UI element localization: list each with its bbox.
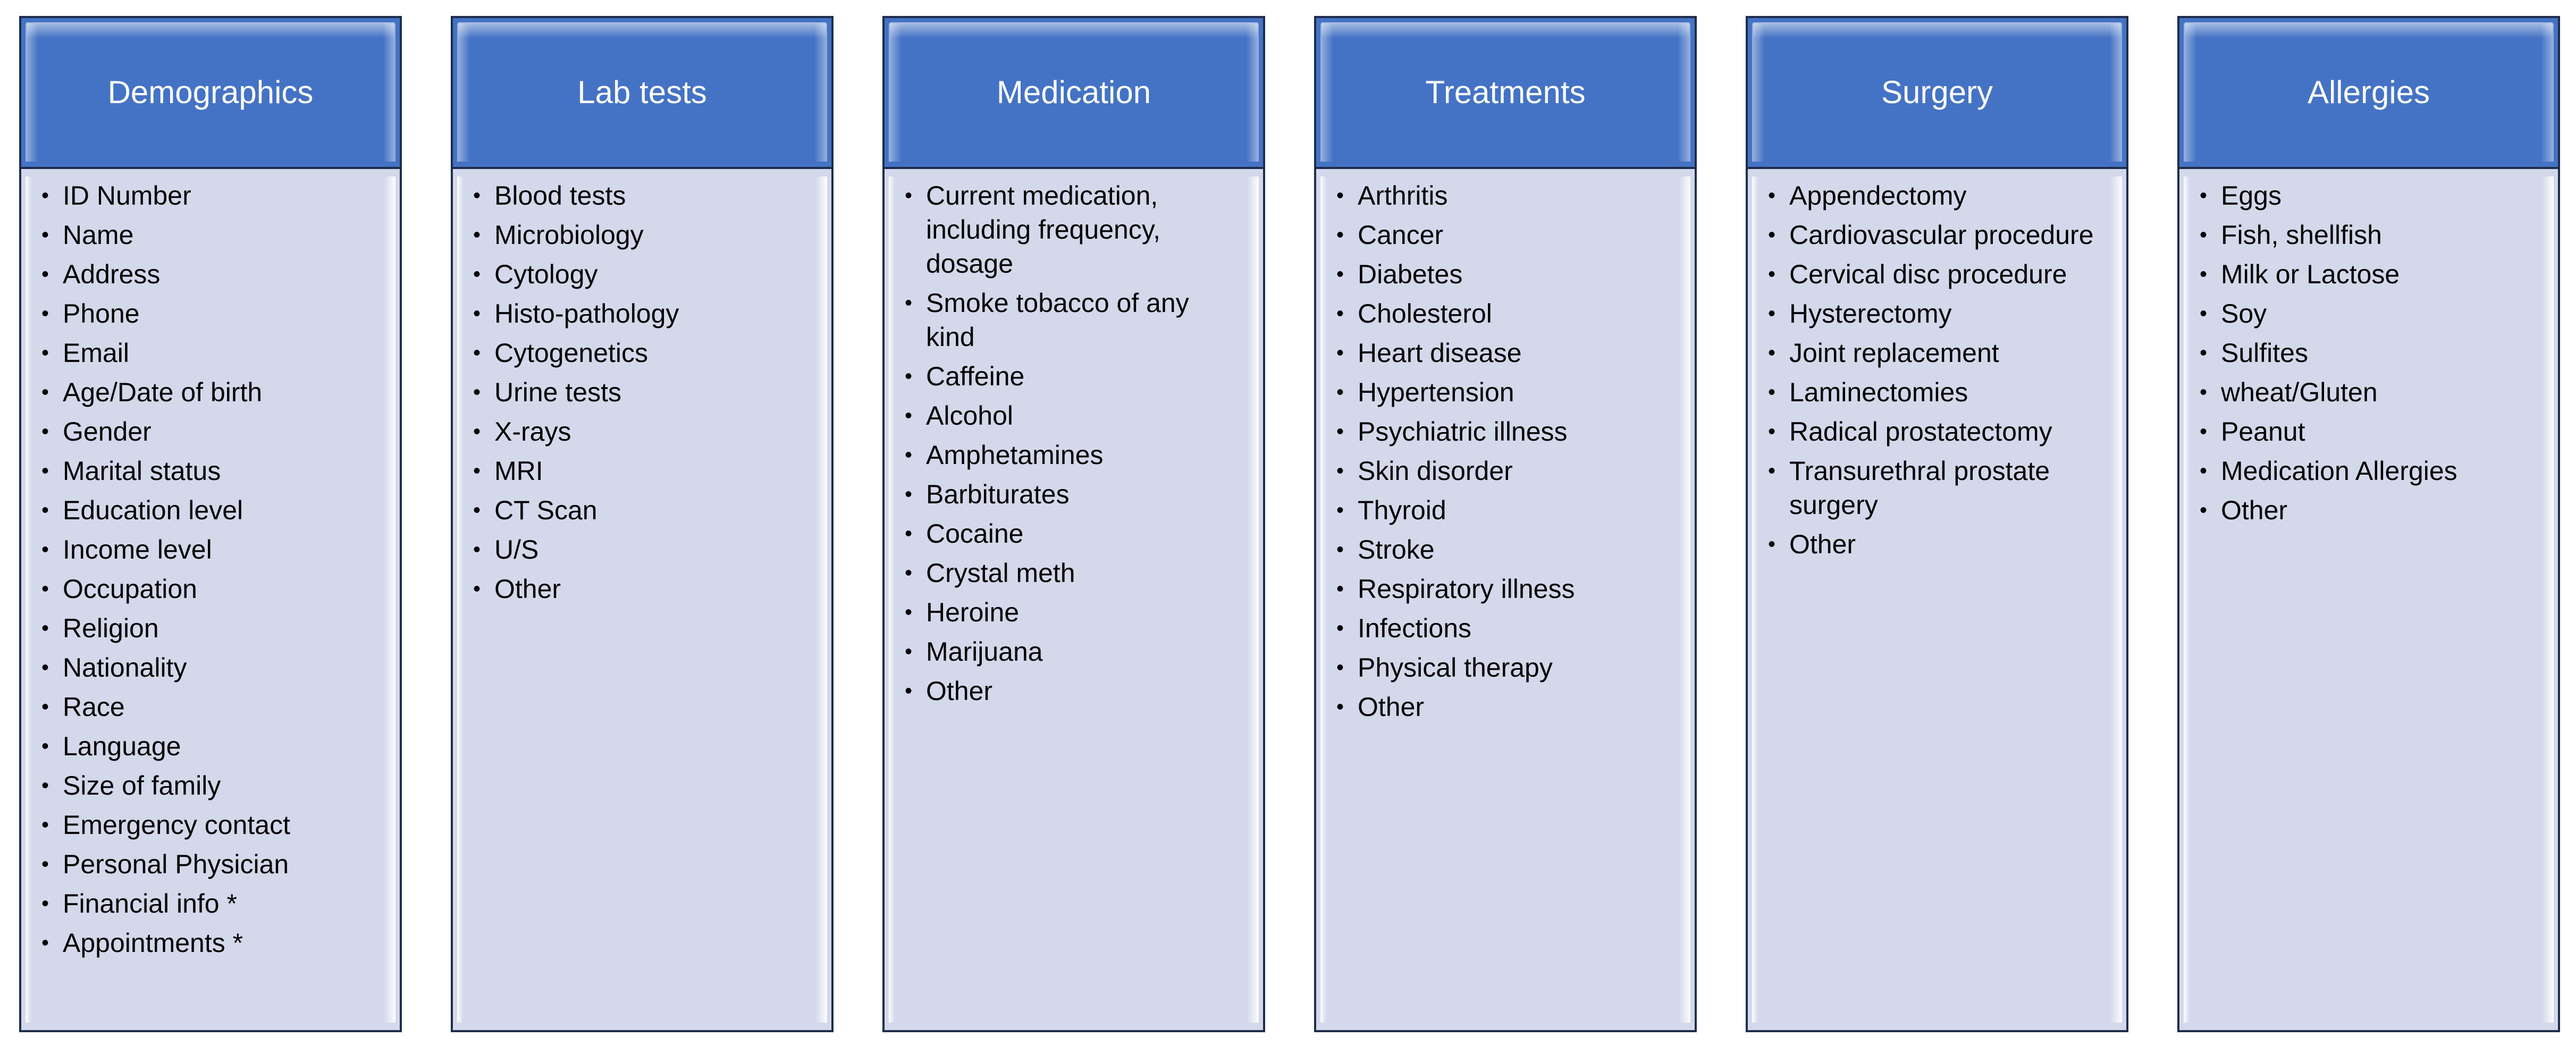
bullet: • [1336,302,1344,325]
item-label: Sulfites [2221,338,2308,368]
item-label: Occupation [63,574,197,604]
column-header [1746,16,2128,169]
list-item [1334,179,1669,213]
list-item [1334,415,1669,449]
list-item [1766,218,2101,252]
list-item [471,179,806,213]
item-label: Hypertension [1358,377,1514,407]
bullet: • [1768,263,1776,286]
bullet: • [1768,223,1776,247]
bullet: • [41,263,49,286]
column-surgery [1746,16,2128,1032]
list-item [39,690,374,724]
list-item [39,454,374,488]
bullet: • [905,640,913,663]
list-item [1334,533,1669,567]
list-item [39,769,374,803]
list-item [39,808,374,842]
bullet: • [473,577,481,601]
bullet: • [905,404,913,427]
bullet: • [41,617,49,640]
bullet: • [2200,420,2208,443]
item-label: Physical therapy [1358,653,1553,682]
item-label: Cytology [494,259,598,289]
item-label: Histo-pathology [494,299,679,328]
item-label: Psychiatric illness [1358,417,1568,446]
column-header [1314,16,1697,169]
item-label: Nationality [63,653,187,682]
column-header [19,16,402,169]
list-item [471,415,806,449]
bullet: • [41,302,49,325]
list-item [2198,415,2532,449]
list-item [39,336,374,370]
item-label: Email [63,338,130,368]
list-item [903,286,1238,354]
list-item [39,611,374,645]
bullet: • [905,561,913,585]
bullet: • [1336,381,1344,404]
column-body [1314,167,1697,1032]
item-label: Other [1789,529,1856,559]
item-label: Respiratory illness [1358,574,1575,604]
bullet: • [905,601,913,624]
list-item [1334,336,1669,370]
item-label: Size of family [63,771,221,800]
bullet: • [1336,577,1344,601]
bullet: • [41,577,49,601]
item-label: Cancer [1358,220,1444,250]
item-label: Fish, shellfish [2221,220,2382,250]
item-label: Soy [2221,299,2267,328]
item-label: Current medication, including frequency, dosage [926,181,1161,279]
list-item [39,847,374,881]
list-item [1766,375,2101,409]
bullet: • [41,892,49,915]
item-label: Microbiology [494,220,644,250]
bullet: • [473,499,481,522]
list-item [903,477,1238,511]
bullet: • [41,459,49,483]
list-item [39,493,374,527]
item-label: Medication Allergies [2221,456,2457,486]
bullet: • [1336,499,1344,522]
bullet: • [41,499,49,522]
list-item [39,651,374,685]
item-list [1766,179,2101,567]
column-title: Surgery [1881,74,1993,110]
bullet: • [41,341,49,365]
bullet: • [473,263,481,286]
item-label: Skin disorder [1358,456,1513,486]
item-label: Joint replacement [1789,338,1999,368]
item-list [903,179,1238,713]
list-item [2198,336,2532,370]
list-item [39,415,374,449]
bullet: • [2200,381,2208,404]
item-list [1334,179,1669,729]
item-label: Phone [63,299,140,328]
item-list [2198,179,2532,533]
bullet: • [1336,341,1344,365]
bullet: • [1768,381,1776,404]
bullet: • [2200,499,2208,522]
item-label: Peanut [2221,417,2305,446]
list-item [1334,454,1669,488]
list-item [1766,179,2101,213]
bullet: • [41,184,49,207]
list-item [39,179,374,213]
bullet: • [41,538,49,561]
item-label: Age/Date of birth [63,377,263,407]
item-label: Other [2221,495,2288,525]
bullet: • [41,735,49,758]
list-item [471,533,806,567]
item-label: Thyroid [1358,495,1446,525]
item-label: Heroine [926,597,1020,627]
list-item [1334,651,1669,685]
bullet: • [1336,656,1344,679]
bullet: • [473,381,481,404]
column-title: Treatments [1425,74,1586,110]
list-item [903,179,1238,281]
item-label: Smoke tobacco of any kind [926,288,1189,352]
item-label: Cervical disc procedure [1789,259,2067,289]
bullet: • [473,184,481,207]
list-item [39,926,374,960]
item-label: Gender [63,417,151,446]
list-item [1334,257,1669,291]
item-label: Emergency contact [63,810,290,840]
bullet: • [473,341,481,365]
bullet: • [1768,184,1776,207]
item-label: Heart disease [1358,338,1522,368]
bullet: • [41,774,49,797]
bullet: • [905,291,913,315]
bullet: • [473,420,481,443]
column-body [19,167,402,1032]
item-list [39,179,374,965]
column-body [882,167,1265,1032]
bullet: • [1336,459,1344,483]
bullet: • [41,223,49,247]
list-item [1766,415,2101,449]
item-label: Cytogenetics [494,338,649,368]
item-label: Stroke [1358,535,1435,564]
column-header [882,16,1265,169]
item-label: Amphetamines [926,440,1104,470]
item-label: Hysterectomy [1789,299,1952,328]
list-item [39,375,374,409]
item-label: Address [63,259,161,289]
item-label: Milk or Lactose [2221,259,2400,289]
column-body [1746,167,2128,1032]
bullet: • [905,522,913,545]
bullet: • [1336,695,1344,719]
column-body [2177,167,2560,1032]
bullet: • [905,184,913,207]
column-treatments [1314,16,1697,1032]
item-label: Other [926,676,993,706]
list-item [903,674,1238,708]
item-label: MRI [494,456,543,486]
list-item [903,635,1238,669]
bullet: • [1336,223,1344,247]
bullet: • [1768,341,1776,365]
item-label: Caffeine [926,361,1025,391]
list-item [903,595,1238,629]
item-label: Eggs [2221,181,2282,210]
bullet: • [1768,302,1776,325]
list-item [2198,493,2532,527]
bullet: • [1336,617,1344,640]
bullet: • [1336,538,1344,561]
list-item [471,297,806,331]
bullet: • [473,459,481,483]
list-item [471,493,806,527]
column-allergies [2177,16,2560,1032]
item-label: Crystal meth [926,558,1075,588]
item-list [471,179,806,611]
item-label: Urine tests [494,377,621,407]
list-item [1766,336,2101,370]
bullet: • [1336,263,1344,286]
list-item [39,257,374,291]
item-label: Appendectomy [1789,181,1967,210]
list-item [1334,611,1669,645]
item-label: Language [63,731,181,761]
list-item [39,887,374,921]
item-label: wheat/Gluten [2221,377,2378,407]
bullet: • [41,813,49,837]
list-item [2198,179,2532,213]
column-header [2177,16,2560,169]
column-title: Lab tests [577,74,707,110]
item-label: Cocaine [926,519,1024,549]
item-label: Income level [63,535,212,564]
item-label: Religion [63,613,159,643]
list-item [903,438,1238,472]
list-item [2198,297,2532,331]
bullet: • [1336,184,1344,207]
bullet: • [41,695,49,719]
item-label: Race [63,692,125,722]
item-label: Laminectomies [1789,377,1968,407]
bullet: • [41,853,49,876]
item-label: Transurethral prostate surgery [1789,456,2050,520]
list-item [39,533,374,567]
item-label: Cardiovascular procedure [1789,220,2094,250]
list-item [903,359,1238,393]
item-label: X-rays [494,417,571,446]
list-item [471,375,806,409]
list-item [2198,218,2532,252]
bullet: • [41,656,49,679]
item-label: Appointments * [63,928,243,958]
item-label: Alcohol [926,401,1013,431]
list-item [903,556,1238,590]
list-item [39,572,374,606]
bullet: • [2200,302,2208,325]
bullet: • [2200,223,2208,247]
list-item [39,218,374,252]
bullet: • [2200,263,2208,286]
list-item [1334,572,1669,606]
bullet: • [1768,533,1776,556]
list-item [471,218,806,252]
bullet: • [473,223,481,247]
column-title: Allergies [2307,74,2430,110]
list-item [39,729,374,763]
bullet: • [905,483,913,506]
list-item [1334,690,1669,724]
item-label: CT Scan [494,495,597,525]
column-title: Demographics [107,74,314,110]
list-item [471,257,806,291]
bullet: • [1336,420,1344,443]
bullet: • [2200,341,2208,365]
bullet: • [2200,459,2208,483]
bullet: • [473,302,481,325]
bullet: • [41,381,49,404]
item-label: Marijuana [926,637,1043,667]
column-header [451,16,834,169]
list-item [1766,297,2101,331]
bullet: • [905,443,913,467]
list-item [1334,375,1669,409]
list-item [471,336,806,370]
column-title: Medication [996,74,1151,110]
item-label: Barbiturates [926,479,1070,509]
bullet: • [1768,420,1776,443]
list-item [1766,527,2101,561]
list-item [2198,257,2532,291]
item-label: Personal Physician [63,849,289,879]
column-medication [882,16,1265,1032]
item-label: Diabetes [1358,259,1463,289]
item-label: Other [1358,692,1425,722]
bullet: • [41,931,49,955]
list-item [903,399,1238,433]
bullet: • [473,538,481,561]
list-item [1334,218,1669,252]
list-item [1766,454,2101,522]
item-label: Marital status [63,456,221,486]
item-label: Name [63,220,134,250]
bullet: • [41,420,49,443]
column-body [451,167,834,1032]
bullet: • [905,679,913,703]
item-label: ID Number [63,181,191,210]
bullet: • [1768,459,1776,483]
item-label: Infections [1358,613,1472,643]
list-item [39,297,374,331]
list-item [2198,454,2532,488]
item-label: Arthritis [1358,181,1448,210]
item-label: Financial info * [63,889,237,918]
item-label: Education level [63,495,243,525]
item-label: Other [494,574,561,604]
list-item [1334,493,1669,527]
bullet: • [905,365,913,388]
column-demographics [19,16,402,1032]
column-lab-tests [451,16,834,1032]
list-item [471,454,806,488]
list-item [1334,297,1669,331]
item-label: U/S [494,535,539,564]
list-item [2198,375,2532,409]
list-item [471,572,806,606]
item-label: Blood tests [494,181,626,210]
item-label: Cholesterol [1358,299,1492,328]
list-item [1766,257,2101,291]
item-label: Radical prostatectomy [1789,417,2052,446]
bullet: • [2200,184,2208,207]
list-item [903,517,1238,551]
